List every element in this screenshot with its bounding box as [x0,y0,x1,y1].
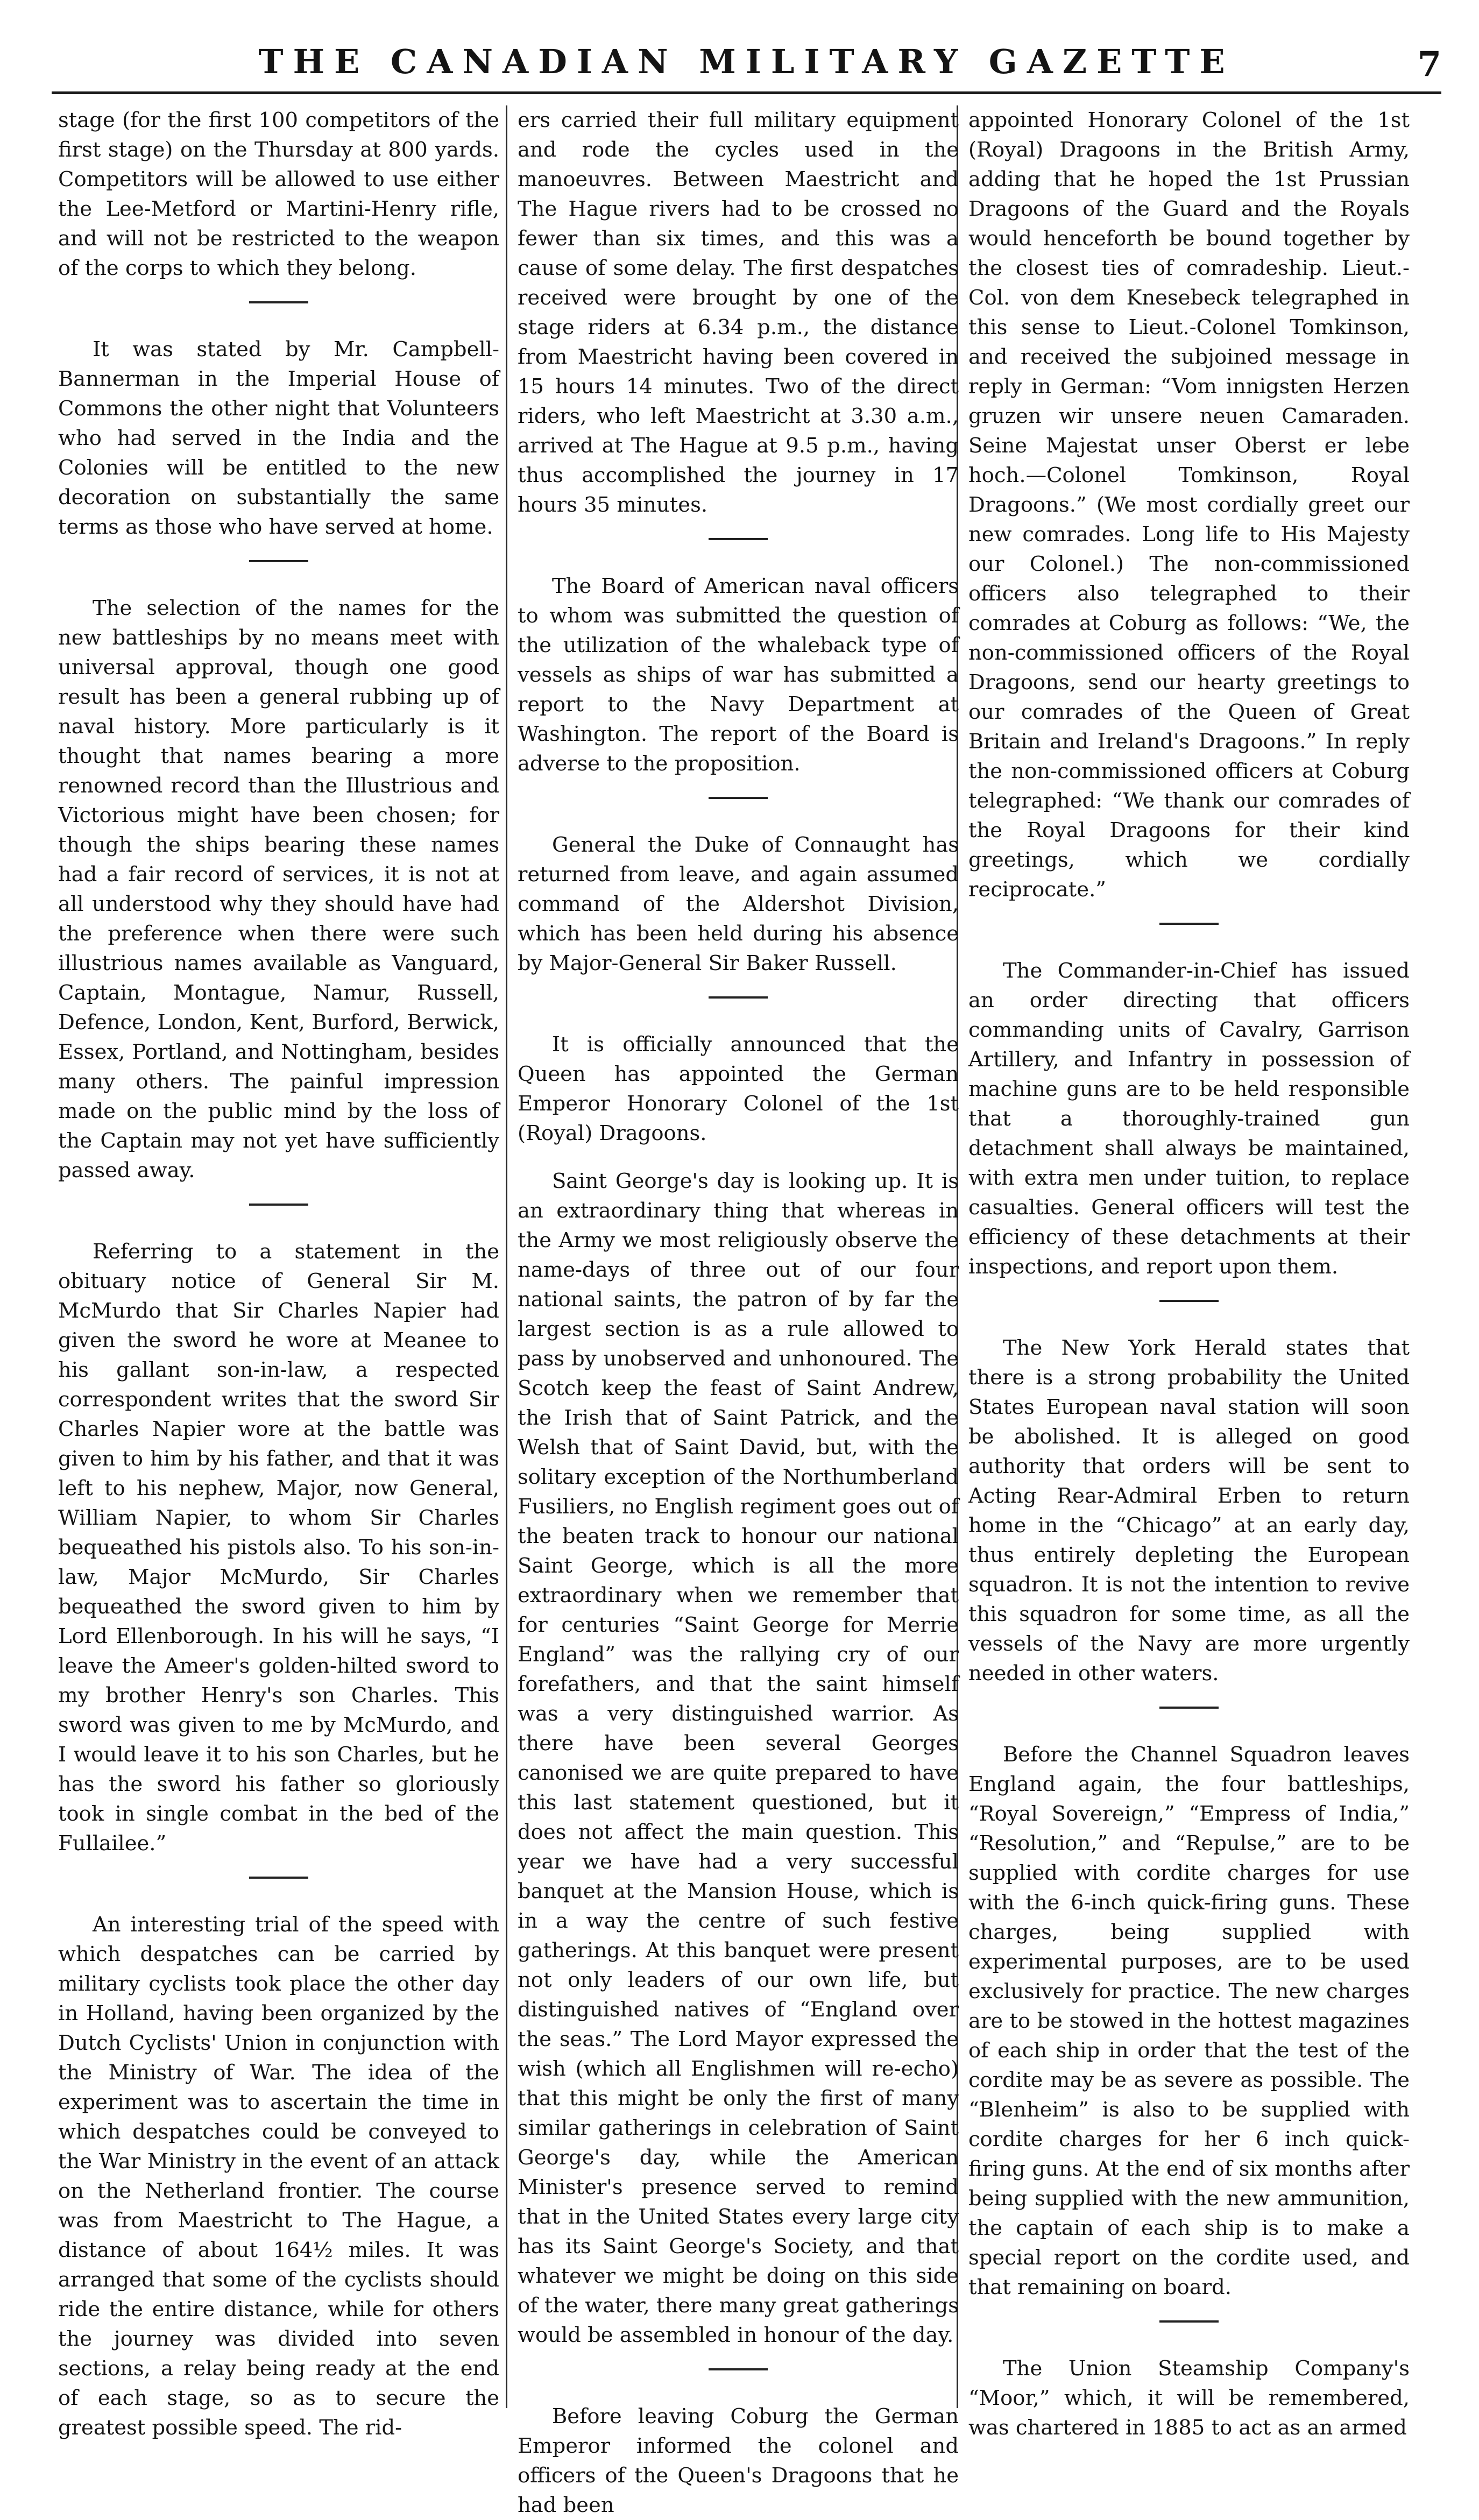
section-separator [1159,2320,1219,2323]
article-paragraph: It was stated by Mr. Campbell-Bannerman in the Imperial House of Commons the other night that Volunteers who had served in the India and the Colonies will be entitled to the new decoration on substantially the same terms as those who have served at home. [58,337,499,539]
section-separator [249,560,308,562]
article-paragraph: The Union Steamship Company's “Moor,” which, it will be remembered, was chartered in 1885 to act as an armed [968,2356,1410,2440]
section-separator [1159,1300,1219,1302]
section-separator [249,1204,308,1206]
article-paragraph: stage (for the first 100 competitors of the first stage) on the Thursday at 800 yards. Competitors will be allowed to use either the Lee-Metford or Martini-Henry rifle, and will not be restricted to the weapon of the corps to which they belong. [58,108,499,280]
article-paragraph: Before leaving Coburg the German Emperor informed the colonel and officers of the Queen's Dragoons that he had been [518,2404,959,2517]
column-2 [518,105,959,2517]
article-paragraph: Before the Channel Squadron leaves England again, the four battleships, “Royal Sovereign,” “Empress of India,” “Resolution,” and “Repulse,” are to be supplied with cordite charges for use with the 6-inch quick-firing guns. These charges, being supplied with experimental purposes, are to be used exclusively for practice. The new charges are to be stowed in the hottest magazines of each ship in order that the test of the cordite may be as severe as possible. The “Blenheim” is also to be supplied with cordite charges for her 6 inch quick-firing guns. At the end of six months after being supplied with the new ammunition, the captain of each ship is to make a special report on the cordite used, and that remaining on board. [968,1743,1410,2299]
section-separator [249,1877,308,1879]
article-paragraph: ers carried their full military equipment and rode the cycles used in the manoeuvres. Between Maestricht and The Hague rivers had to be crossed no fewer than six times, and this was a cause of some delay. The first despatches received were brought by one of the stage riders at 6.34 p.m., the distance from Maestricht having been covered in 15 hours 14 minutes. Two of the direct riders, who left Maestricht at 3.30 a.m., arrived at The Hague at 9.5 p.m., having thus accomplished the journey in 17 hours 35 minutes. [518,108,959,517]
article-paragraph: The New York Herald states that there is a strong probability the United States European naval station will soon be abolished. It is alleged on good authority that orders will be sent to Acting Rear-Admiral Erben to return home in the “Chicago” at an early day, thus entirely depleting the European squadron. It is not the intention to revive this squadron for some time, as all the vessels of the Navy are more urgently needed in other waters. [968,1336,1410,1686]
section-separator [249,301,308,303]
article-paragraph: Referring to a statement in the obituary notice of General Sir M. McMurdo that Sir Charles Napier had given the sword he wore at Meanee to his gallant son-in-law, a respected correspondent writes that the sword Sir Charles Napier wore at the battle was given to him by his father, and that it was left to his nephew, Major, now General, William Napier, to whom Sir Charles bequeathed his pistols also. To his son-in-law, Major McMurdo, Sir Charles bequeathed the sword given to him by Lord Ellenborough. In his will he says, “I leave the Ameer's golden-hilted sword to my brother Henry's son Charles. This sword was given to me by McMurdo, and I would leave it to his son Charles, but he has the sword his father so gloriously took in single combat in the bed of the Fullailee.” [58,1240,499,1856]
article-paragraph: General the Duke of Connaught has returned from leave, and again assumed command of the Aldershot Division, which has been held during his absence by Major-General Sir Baker Russell. [518,833,959,975]
publication-title: THE CANADIAN MILITARY GAZETTE [258,42,1235,81]
section-separator [1159,1707,1219,1709]
section-separator [709,797,768,799]
article-paragraph: The selection of the names for the new battleships by no means meet with universal approval, though one good result has been a general rubbing up of naval history. More particularly is it thought that names bearing a more renowned record than the Illustrious and Victorious might have been chosen; for though the ships bearing these names had a fair record of services, it is not at all understood why they should have had the preference when there were such illustrious names available as Vanguard, Captain, Montague, Namur, Russell, Defence, London, Kent, Burford, Berwick, Essex, Portland, and Nottingham, besides many others. The painful impression made on the public mind by the loss of the Captain may not yet have sufficiently passed away. [58,596,499,1183]
section-separator [709,996,768,999]
column-1 [58,105,499,2440]
column-divider [506,105,507,2408]
column-3 [968,105,1410,2440]
article-paragraph: The Commander-in-Chief has issued an order directing that officers commanding units of Cavalry, Garrison Artillery, and Infantry in possession of machine guns are to be held responsible that a thoroughly-trained gun detachment shall always be maintained, with extra men under tuition, to replace casualties. General officers will test the efficiency of these detachments at their inspections, and report upon them. [968,959,1410,1279]
article-paragraph: An interesting trial of the speed with which despatches can be carried by military cyclists took place the other day in Holland, having been organized by the Dutch Cyclists' Union in conjunction with the Ministry of War. The idea of the experiment was to ascertain the time in which despatches could be conveyed to the War Ministry in the event of an attack on the Netherland frontier. The course was from Maestricht to The Hague, a distance of about 164½ miles. It was arranged that some of the cyclists should ride the entire distance, while for others the journey was divided into seven sections, a relay being ready at the end of each stage, so as to secure the greatest possible speed. The rid- [58,1913,499,2440]
header-rule [52,91,1441,94]
section-separator [709,538,768,540]
section-separator [709,2368,768,2370]
article-paragraph: It is officially announced that the Queen has appointed the German Emperor Honorary Colonel of the 1st (Royal) Dragoons. [518,1032,959,1145]
page-header [52,32,1441,97]
article-paragraph: Saint George's day is looking up. It is an extraordinary thing that whereas in the Army we most religiously observe the name-days of three out of our four national saints, the patron of by far the largest section is as a rule allowed to pass by unobserved and unhonoured. The Scotch keep the feast of Saint Andrew, the Irish that of Saint Patrick, and the Welsh that of Saint David, but, with the solitary exception of the Northumberland Fusiliers, no English regiment goes out of the beaten track to honour our national Saint George, which is all the more extraordinary when we remember that for centuries “Saint George for Merrie England” was the rallying cry of our forefathers, and that the saint himself was a very distinguished warrior. As there have been several Georges canonised we are quite prepared to have this last statement questioned, but it does not affect the main question. This year we have had a very successful banquet at the Mansion House, which is in a way the centre of such festive gatherings. At this banquet were present not only leaders of our own life, but distinguished natives of “England over the seas.” The Lord Mayor expressed the wish (which all Englishmen will re-echo) that this might be only the first of many similar gatherings in celebration of Saint George's day, while the American Minister's presence served to remind that in the United States every large city has its Saint George's Society, and that whatever we might be doing on this side of the water, there many great gatherings would be assembled in honour of the day. [518,1169,959,2347]
section-separator [1159,923,1219,925]
article-paragraph: The Board of American naval officers to whom was submitted the question of the utilization of the whaleback type of vessels as ships of war has submitted a report to the Navy Department at Washington. The report of the Board is adverse to the proposition. [518,574,959,776]
article-paragraph: appointed Honorary Colonel of the 1st (Royal) Dragoons in the British Army, adding that he hoped the 1st Prussian Dragoons of the Guard and the Royals would henceforth be bound together by the closest ties of comradeship. Lieut.-Col. von dem Knesebeck telegraphed in this sense to Lieut.-Colonel Tomkinson, and received the subjoined message in reply in German: “Vom innigsten Herzen gruzen wir unsere neuen Camaraden. Seine Majestat unser Oberst er lebe hoch.—Colonel Tomkinson, Royal Dragoons.” (We most cordially greet our new comrades. Long life to His Majesty our Colonel.) The non-commissioned officers also telegraphed to their comrades at Coburg as follows: “We, the non-commissioned officers of the Royal Dragoons, send our hearty greetings to our comrades of the Queen of Great Britain and Ireland's Dragoons.” In reply the non-commissioned officers at Coburg telegraphed: “We thank our comrades of the Royal Dragoons for their kind greetings, which we cordially reciprocate.” [968,108,1410,902]
page-number: 7 [1417,44,1441,84]
